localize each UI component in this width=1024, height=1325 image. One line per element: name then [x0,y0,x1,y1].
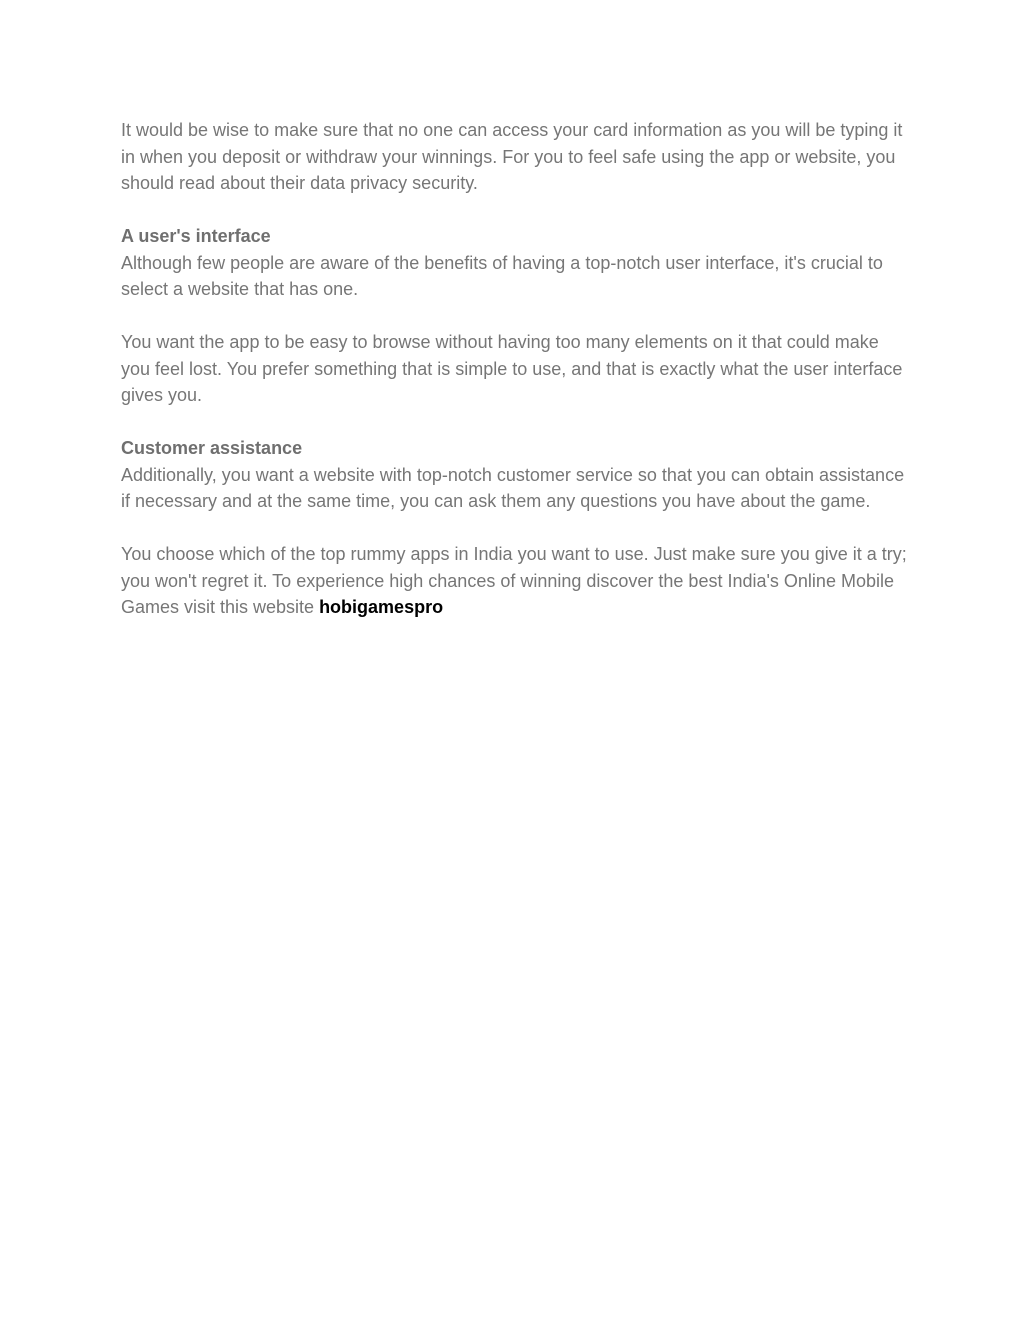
ease-of-use-paragraph: You want the app to be easy to browse without having too many elements on it that could make you feel lost. You prefer something that is simple to use, and that is exactly what the user interface gives you. [121,332,903,405]
hobigamespro-link[interactable]: hobigamespro [319,597,444,617]
closing-text: You choose which of the top rummy apps in India you want to use. Just make sure you give it a try; you won't regret it. To experience high chances of winning discover the best India's Online Mobile Games visit this website [121,544,907,617]
intro-paragraph: It would be wise to make sure that no one can access your card information as you will be typing it in when you deposit or withdraw your winnings. For you to feel safe using the app or website, you should read about their data privacy security. [121,120,903,193]
document-page [121,117,911,647]
customer-assistance-heading: Customer assistance [121,438,303,458]
customer-assistance-paragraph: Additionally, you want a website with top-notch customer service so that you can obtain assistance if necessary and at the same time, you can ask them any questions you have about the game. [121,464,905,511]
customer-assistance-section [121,435,911,515]
closing-paragraph [121,541,911,621]
user-interface-heading: A user's interface [121,226,271,246]
user-interface-section [121,223,911,303]
user-interface-paragraph: Although few people are aware of the benefits of having a top-notch user interface, it's crucial to select a website that has one. [121,252,883,299]
